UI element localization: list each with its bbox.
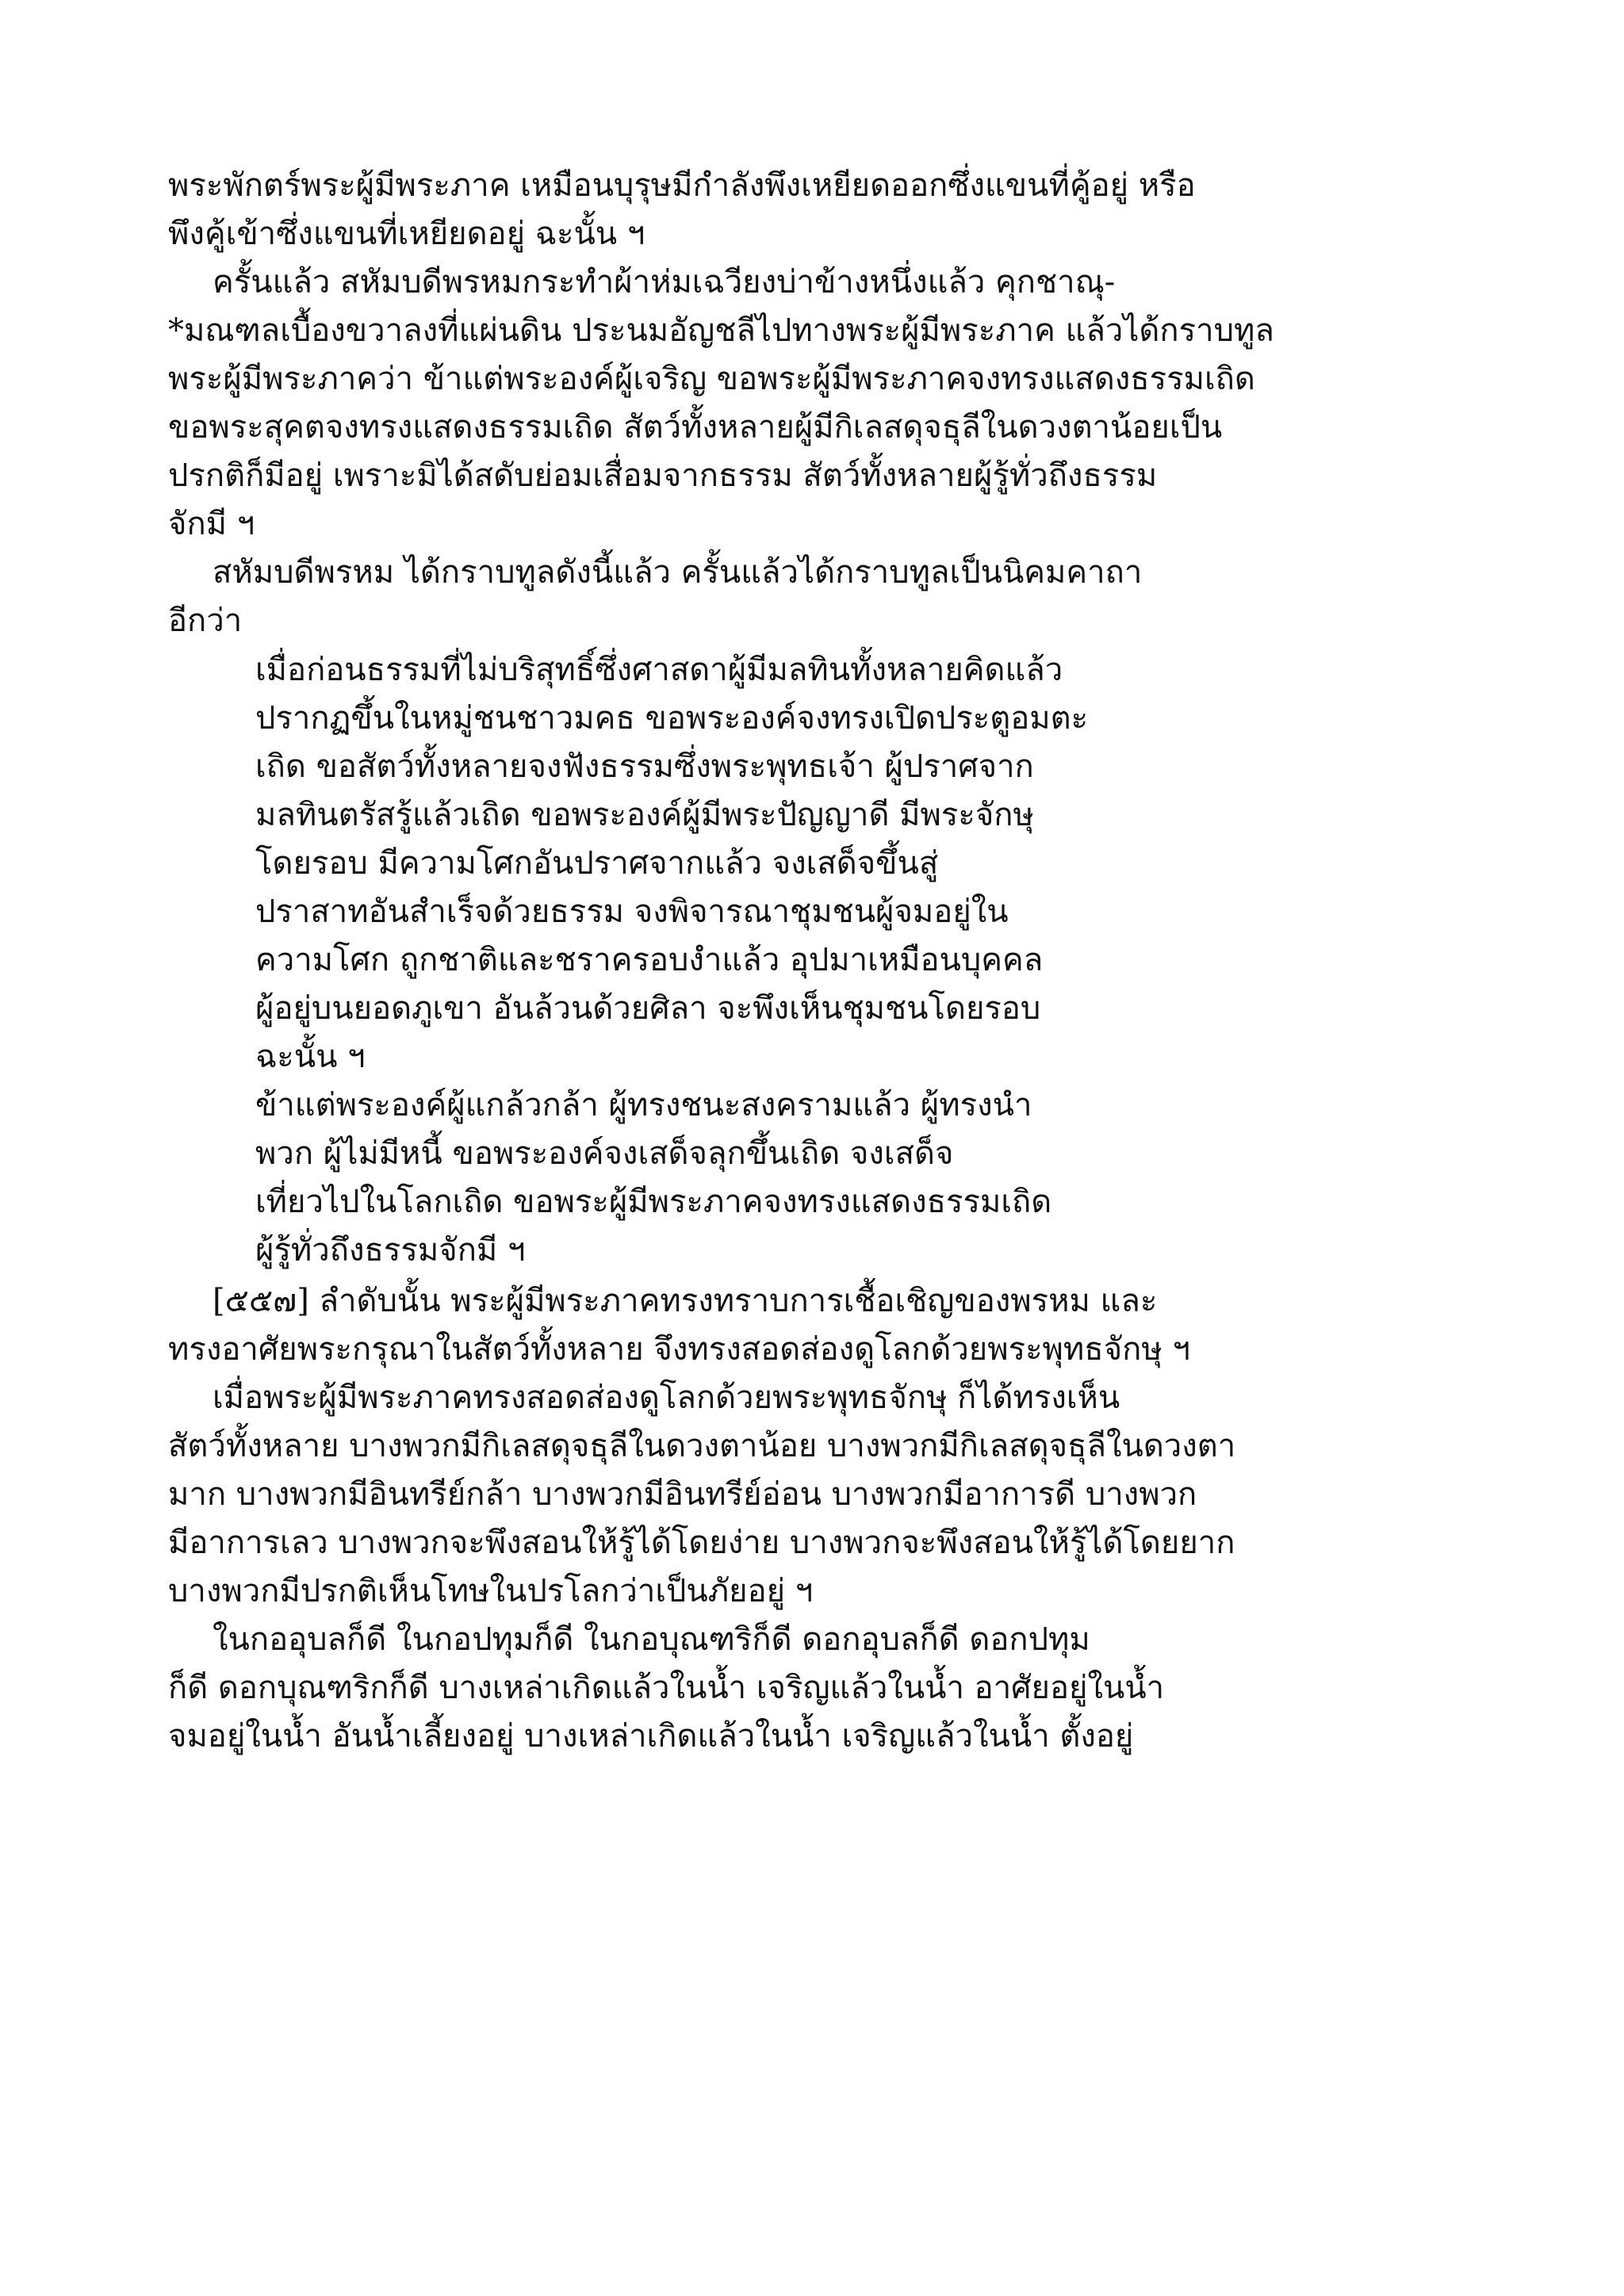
verse-line: เที่ยวไปในโลกเถิด ขอพระผู้มีพระภาคจงทรงแสดงธรรมเถิด	[255, 1184, 1052, 1220]
text-line: ทรงอาศัยพระกรุณาในสัตว์ทั้งหลาย จึงทรงสอดส่องดูโลกด้วยพระพุทธจักษุ ฯ	[168, 1331, 1190, 1368]
verse-line: ผู้อยู่บนยอดภูเขา อันล้วนด้วยศิลา จะพึงเห็นชุมชนโดยรอบ	[255, 990, 1041, 1027]
verse-line: ข้าแต่พระองค์ผู้แกล้วกล้า ผู้ทรงชนะสงครามแล้ว ผู้ทรงนำ	[255, 1087, 1032, 1123]
text-line: จมอยู่ในน้ำ อันน้ำเลี้ยงอยู่ บางเหล่าเกิดแล้วในน้ำ เจริญแล้วในน้ำ ตั้งอยู่	[168, 1718, 1134, 1755]
paragraph-start-line: ครั้นแล้ว สหัมบดีพรหมกระทำผ้าห่มเฉวียงบ่าข้างหนึ่งแล้ว คุกชาณุ-	[213, 264, 1116, 300]
verse-line: ความโศก ถูกชาติและชราครอบงำแล้ว อุปมาเหมือนบุคคล	[255, 942, 1044, 978]
paragraph-start-line: สหัมบดีพรหม ได้กราบทูลดังนี้แล้ว ครั้นแล้วได้กราบทูลเป็นนิคมคาถา	[213, 554, 1143, 591]
text-line: สัตว์ทั้งหลาย บางพวกมีกิเลสดุจธุลีในดวงตาน้อย บางพวกมีกิเลสดุจธุลีในดวงตา	[168, 1428, 1236, 1464]
verse-line: ปรากฏขึ้นในหมู่ชนชาวมคธ ขอพระองค์จงทรงเปิดประตูอมตะ	[255, 700, 1089, 737]
text-line: บางพวกมีปรกติเห็นโทษในปรโลกว่าเป็นภัยอยู่ ฯ	[168, 1573, 814, 1609]
text-line: มีอาการเลว บางพวกจะพึงสอนให้รู้ได้โดยง่าย บางพวกจะพึงสอนให้รู้ได้โดยยาก	[168, 1525, 1235, 1561]
verse-line: เมื่อก่อนธรรมที่ไม่บริสุทธิ์ซึ่งศาสดาผู้มีมลทินทั้งหลายคิดแล้ว	[255, 652, 1063, 688]
verse-line: ปราสาทอันสำเร็จด้วยธรรม จงพิจารณาชุมชนผู้จมอยู่ใน	[255, 894, 1009, 930]
verse-line: ฉะนั้น ฯ	[255, 1039, 366, 1075]
text-line: พระพักตร์พระผู้มีพระภาค เหมือนบุรุษมีกำลังพึงเหยียดออกซึ่งแขนที่คู้อยู่ หรือ	[168, 167, 1196, 204]
verse-line: ผู้รู้ทั่วถึงธรรมจักมี ฯ	[255, 1232, 526, 1269]
text-line: ขอพระสุคตจงทรงแสดงธรรมเถิด สัตว์ทั้งหลายผู้มีกิเลสดุจธุลีในดวงตาน้อยเป็น	[168, 409, 1223, 446]
text-line: ก็ดี ดอกบุณฑริกก็ดี บางเหล่าเกิดแล้วในน้ำ เจริญแล้วในน้ำ อาศัยอยู่ในน้ำ	[168, 1670, 1165, 1706]
text-line: พระผู้มีพระภาคว่า ข้าแต่พระองค์ผู้เจริญ ขอพระผู้มีพระภาคจงทรงแสดงธรรมเถิด	[168, 361, 1255, 397]
text-line: ปรกติก็มีอยู่ เพราะมิได้สดับย่อมเสื่อมจากธรรม สัตว์ทั้งหลายผู้รู้ทั่วถึงธรรม	[168, 457, 1158, 494]
verse-line: มลทินตรัสรู้แล้วเถิด ขอพระองค์ผู้มีพระปัญญาดี มีพระจักษุ	[255, 797, 1034, 833]
paragraph-start-line: เมื่อพระผู้มีพระภาคทรงสอดส่องดูโลกด้วยพระพุทธจักษุ ก็ได้ทรงเห็น	[213, 1380, 1120, 1416]
section-number-line: [๕๕๗] ลำดับนั้น พระผู้มีพระภาคทรงทราบการเชื้อเชิญของพรหม และ	[213, 1283, 1158, 1319]
text-line: *มณฑลเบื้องขวาลงที่แผ่นดิน ประนมอัญชลีไปทางพระผู้มีพระภาค แล้วได้กราบทูล	[168, 312, 1274, 349]
verse-line: เถิด ขอสัตว์ทั้งหลายจงฟังธรรมซึ่งพระพุทธเจ้า ผู้ปราศจาก	[255, 748, 1034, 785]
verse-line: โดยรอบ มีความโศกอันปราศจากแล้ว จงเสด็จขึ้นสู่	[255, 845, 939, 882]
verse-line: พวก ผู้ไม่มีหนี้ ขอพระองค์จงเสด็จลุกขึ้นเถิด จงเสด็จ	[255, 1135, 954, 1172]
text-line: พึงคู้เข้าซึ่งแขนที่เหยียดอยู่ ฉะนั้น ฯ	[168, 216, 645, 252]
text-line: อีกว่า	[168, 603, 243, 639]
text-line: จักมี ฯ	[168, 506, 255, 542]
text-line: มาก บางพวกมีอินทรีย์กล้า บางพวกมีอินทรีย์อ่อน บางพวกมีอาการดี บางพวก	[168, 1476, 1197, 1513]
paragraph-start-line: ในกออุบลก็ดี ในกอปทุมก็ดี ในกอบุณฑริก็ดี ดอกอุบลก็ดี ดอกปทุม	[213, 1621, 1090, 1658]
